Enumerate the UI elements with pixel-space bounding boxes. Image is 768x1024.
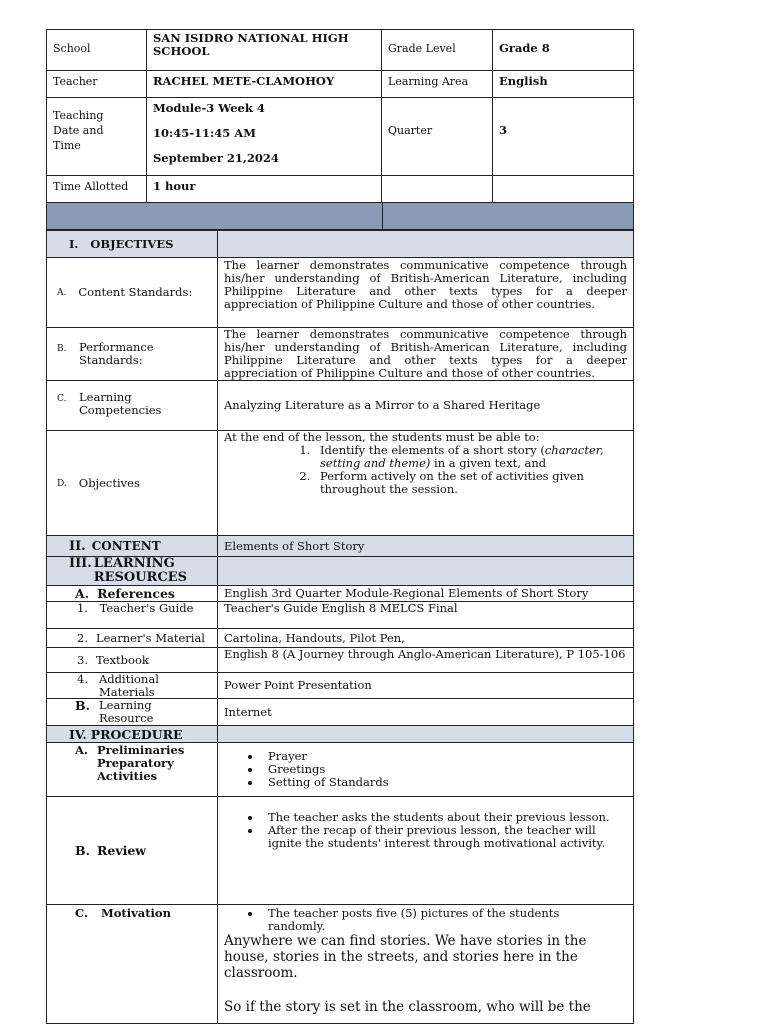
- teacher-value: RACHEL METE-CLAMOHOY: [153, 74, 335, 88]
- quarter-label: Quarter: [388, 124, 433, 137]
- teacher-value-cell: [146, 70, 382, 98]
- area-label-cell: [381, 70, 493, 98]
- objectives-heading-blank: [217, 230, 634, 258]
- learners-material-value: Cartolina, Handouts, Pilot Pen,: [224, 630, 405, 645]
- performance-standards-text-end: appreciation of Philippine Culture and those of other countries.: [224, 366, 595, 380]
- date-label: Teaching Date and Time: [53, 109, 104, 152]
- date-line-1: Module-3 Week 4: [153, 101, 265, 115]
- preliminaries-item: • Greetings: [262, 763, 633, 776]
- empty-cell: [492, 175, 634, 203]
- quarter-label-cell: [381, 97, 493, 176]
- motivation-value-cell: [217, 904, 634, 1024]
- content-standards-letter: A.: [57, 288, 67, 298]
- additional-materials-label: Additional Materials: [99, 672, 159, 699]
- textbook-value: English 8 (A Journey through Anglo-American Literature), P 105-106: [224, 647, 626, 661]
- area-label: Learning Area: [388, 75, 469, 88]
- additional-materials-num: 4.: [77, 672, 88, 686]
- teachers-guide-label: Teacher's Guide: [99, 601, 194, 615]
- date-value-cell: [146, 97, 382, 176]
- performance-standards-label-cell: [46, 327, 218, 381]
- content-num: II.: [69, 538, 86, 554]
- content-standards-text: The learner demonstrates communicative competence through his/her understanding of British-American Literature, including Philippine Literature and other texts types for a deeper: [224, 258, 627, 298]
- additional-materials-value: Power Point Presentation: [224, 678, 372, 692]
- review-item: • The teacher asks the students about their previous lesson.: [262, 811, 613, 824]
- textbook-value-cell: [217, 647, 634, 673]
- objectives-text-cell: [217, 430, 634, 536]
- area-value: English: [499, 74, 548, 88]
- resources-label: LEARNING RESOURCES: [93, 556, 187, 585]
- teacher-label-cell: [46, 70, 147, 98]
- learning-resource-letter: B.: [75, 698, 90, 713]
- preliminaries-label: Preliminaries Preparatory Activities: [97, 743, 185, 783]
- preliminaries-value-cell: [217, 742, 634, 797]
- objectives-label-cell: [46, 430, 218, 536]
- school-label-cell: [46, 29, 147, 71]
- objectives-heading: OBJECTIVES: [90, 236, 174, 251]
- objectives-heading-num: I.: [69, 236, 79, 251]
- content-heading-cell: [46, 535, 218, 557]
- review-label: Review: [97, 843, 147, 858]
- date-line-3: September 21,2024: [153, 151, 279, 165]
- objectives-letter: D.: [57, 478, 67, 489]
- procedure-heading-blank: [217, 725, 634, 743]
- motivation-label-cell: [46, 904, 218, 1024]
- learners-material-label: Learner's Material: [95, 630, 205, 645]
- motivation-letter: C.: [75, 906, 88, 920]
- competencies-label: Learning Competencies: [79, 390, 162, 417]
- learning-resource-value-cell: [217, 698, 634, 726]
- learning-resource-label: Learning Resource: [99, 698, 154, 725]
- procedure-num: IV.: [69, 726, 87, 742]
- references-letter: A.: [75, 586, 90, 601]
- content-standards-text-end: appreciation of Philippine Culture and those of other countries.: [224, 297, 595, 311]
- quarter-value-cell: [492, 97, 634, 176]
- content-standards-text-cell: [217, 257, 634, 328]
- review-list: [218, 811, 613, 850]
- motivation-item: • The teacher posts five (5) pictures of the students randomly.: [262, 907, 613, 933]
- area-value-cell: [492, 70, 634, 98]
- review-item: • After the recap of their previous lesson, the teacher will ignite the students' interest through motivational activity.: [262, 824, 613, 850]
- teacher-label: Teacher: [53, 75, 98, 88]
- procedure-label: PROCEDURE: [90, 726, 183, 742]
- performance-standards-label: Performance Standards:: [79, 340, 154, 367]
- date-label-cell: [46, 97, 147, 176]
- preliminaries-item: • Prayer: [262, 750, 633, 763]
- references-value-cell: [217, 585, 634, 602]
- school-label: School: [53, 42, 91, 55]
- learning-resource-value: Internet: [224, 704, 272, 719]
- motivation-label: Motivation: [101, 906, 171, 920]
- time-value: 1 hour: [153, 179, 196, 193]
- school-value-cell: [146, 29, 382, 71]
- textbook-label-cell: [46, 647, 218, 673]
- resources-heading-blank: [217, 556, 634, 586]
- content-standards-label: Content Standards:: [78, 285, 193, 299]
- preliminaries-label-cell: [46, 742, 218, 797]
- grade-label-cell: [381, 29, 493, 71]
- time-value-cell: [146, 175, 382, 203]
- competencies-letter: C.: [57, 394, 67, 404]
- review-value-cell: [217, 796, 634, 905]
- teachers-guide-value-cell: [217, 601, 634, 629]
- references-label-cell: [46, 585, 218, 602]
- performance-standards-text: The learner demonstrates communicative competence through his/her understanding of British-American Literature, including Philippine Literature and other texts types for a deeper: [224, 327, 627, 367]
- preliminaries-letter: A.: [75, 743, 88, 757]
- learners-material-num: 2.: [77, 630, 88, 645]
- content-value: Elements of Short Story: [224, 538, 365, 553]
- learners-material-value-cell: [217, 628, 634, 648]
- review-label-cell: [46, 796, 218, 905]
- time-label: Time Allotted: [53, 180, 129, 193]
- objectives-label: Objectives: [78, 475, 140, 490]
- additional-materials-label-cell: [46, 672, 218, 699]
- learners-material-label-cell: [46, 628, 218, 648]
- divider-band-left: [46, 202, 383, 230]
- divider-band-right: [382, 202, 634, 230]
- empty-cell: [381, 175, 493, 203]
- motivation-list: [224, 907, 613, 933]
- references-value: English 3rd Quarter Module-Regional Elements of Short Story: [224, 586, 589, 600]
- competencies-text: Analyzing Literature as a Mirror to a Shared Heritage: [224, 398, 541, 412]
- objectives-heading-cell: [46, 230, 218, 258]
- grade-label: Grade Level: [388, 42, 456, 55]
- date-line-2: 10:45-11:45 AM: [153, 126, 256, 140]
- learning-resource-label-cell: [46, 698, 218, 726]
- resources-heading-cell: [46, 556, 218, 586]
- teachers-guide-value: Teacher's Guide English 8 MELCS Final: [224, 601, 458, 615]
- competencies-label-cell: [46, 380, 218, 431]
- objective-item: 1. Identify the elements of a short story (character, setting and theme) in a given text, and: [314, 444, 627, 470]
- references-label: References: [97, 586, 175, 601]
- preliminaries-list: [218, 750, 633, 789]
- objectives-list: [224, 444, 627, 496]
- teachers-guide-num: 1.: [77, 601, 88, 615]
- competencies-text-cell: [217, 380, 634, 431]
- textbook-label: Textbook: [95, 652, 149, 667]
- review-letter: B.: [75, 843, 90, 858]
- performance-standards-text-cell: [217, 327, 634, 381]
- quarter-value: 3: [499, 123, 508, 137]
- motivation-paragraph: So if the story is set in the classroom, who will be the: [224, 999, 591, 1015]
- grade-value-cell: [492, 29, 634, 71]
- objectives-intro: At the end of the lesson, the students must be able to:: [224, 430, 540, 444]
- additional-materials-value-cell: [217, 672, 634, 699]
- objective-item: 2. Perform actively on the set of activities given throughout the session.: [314, 470, 627, 496]
- content-label: CONTENT: [91, 538, 161, 553]
- resources-num: III.: [69, 556, 92, 571]
- content-value-cell: [217, 535, 634, 557]
- motivation-paragraph: Anywhere we can find stories. We have stories in the house, stories in the streets, and stories here in the classroom.: [224, 933, 587, 981]
- content-standards-label-cell: [46, 257, 218, 328]
- grade-value: Grade 8: [499, 41, 550, 55]
- textbook-num: 3.: [77, 652, 88, 667]
- procedure-heading-cell: [46, 725, 218, 743]
- preliminaries-item: • Setting of Standards: [262, 776, 633, 789]
- performance-standards-letter: B.: [57, 344, 67, 354]
- time-label-cell: [46, 175, 147, 203]
- school-value: SAN ISIDRO NATIONAL HIGH SCHOOL: [153, 31, 349, 58]
- teachers-guide-label-cell: [46, 601, 218, 629]
